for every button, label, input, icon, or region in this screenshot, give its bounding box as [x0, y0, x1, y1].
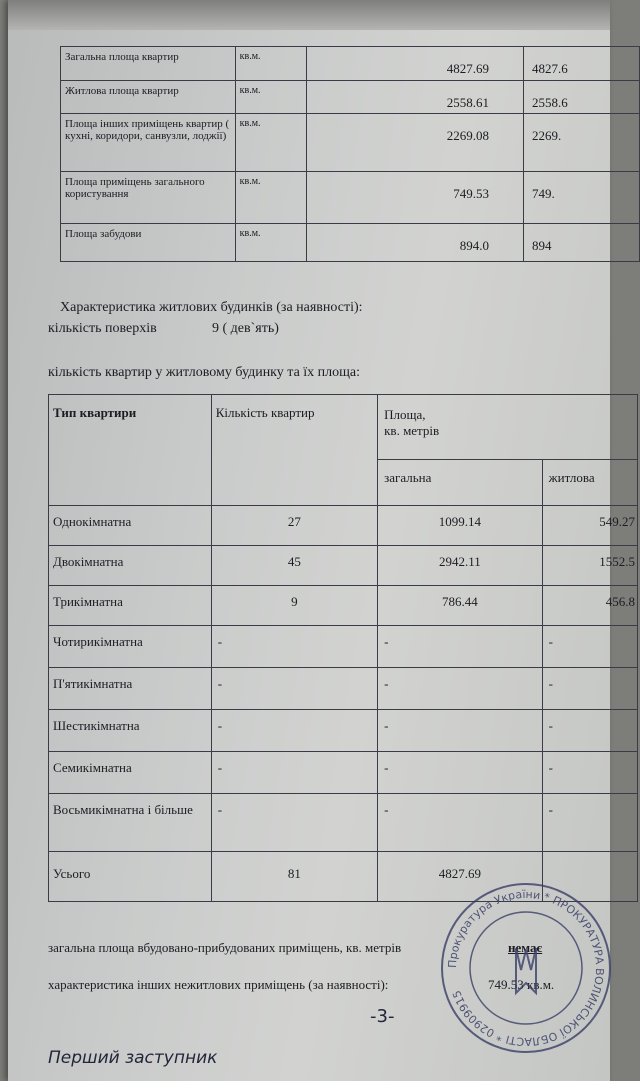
area-summary-table: [60, 46, 640, 262]
apartment-row: [49, 506, 638, 546]
area-row-value: 2269.08: [307, 114, 524, 172]
floors-value: 9 ( дев`ять): [212, 321, 279, 336]
apartment-count: 27: [211, 506, 377, 546]
area-row: [61, 224, 640, 262]
apartment-total-area: 2942.11: [378, 546, 543, 586]
apartment-living-area: -: [542, 626, 637, 668]
apartment-row: [49, 626, 638, 668]
apartment-row: [49, 794, 638, 852]
header-area-unit: кв. метрів: [384, 423, 440, 438]
area-row-unit: кв.м.: [235, 81, 306, 114]
apartment-count: -: [211, 752, 377, 794]
area-row: [61, 81, 640, 114]
apartment-count: -: [211, 794, 377, 852]
area-row: [61, 114, 640, 172]
apartment-total-area: -: [378, 710, 543, 752]
apartment-row: [49, 752, 638, 794]
apartments-table: [48, 394, 638, 902]
apartment-row: [49, 710, 638, 752]
built-in-value: немає: [508, 940, 543, 955]
total-label: Усього: [49, 852, 212, 902]
apartment-living-area: 549.27: [542, 506, 637, 546]
apartment-row: [49, 586, 638, 626]
area-row-value: 749.53: [307, 172, 524, 224]
apartment-row: [49, 546, 638, 586]
area-row-label: Загальна площа квартир: [61, 47, 236, 81]
other-label: характеристика інших нежитлових приміщень (за наявності):: [48, 977, 389, 992]
page-number: -3-: [370, 1006, 395, 1027]
apartment-type: Чотирикімнатна: [49, 626, 212, 668]
apartment-total-area: -: [378, 752, 543, 794]
area-row-value-2: 2558.6: [523, 81, 639, 114]
apartment-total-area: -: [378, 626, 543, 668]
apartment-total-area: -: [378, 668, 543, 710]
apartments-heading: кількість квартир у житловому будинку та їх площа:: [48, 365, 361, 380]
apartment-total-area: -: [378, 794, 543, 852]
apartment-total-area: 1099.14: [378, 506, 543, 546]
area-row-label: Житлова площа квартир: [61, 81, 236, 114]
apartment-living-area: -: [542, 710, 637, 752]
apartment-total-area: 786.44: [378, 586, 543, 626]
area-row-label: Площа інших приміщень квартир ( кухні, коридори, санвузли, лоджії): [61, 114, 236, 172]
built-in-label: загальна площа вбудовано-прибудованих приміщень, кв. метрів: [48, 940, 402, 955]
handwritten-note: Перший заступник: [48, 1048, 218, 1068]
area-row-value: 4827.69: [307, 47, 524, 81]
area-row-value-2: 894: [523, 224, 639, 262]
header-area: [378, 395, 638, 460]
page-shadow: [8, 0, 610, 30]
apartment-living-area: -: [542, 668, 637, 710]
total-area: 4827.69: [378, 852, 543, 902]
apartment-type: Шестикімнатна: [49, 710, 212, 752]
area-row-value: 2558.61: [307, 81, 524, 114]
apartment-living-area: -: [542, 794, 637, 852]
svg-text:Прокуратура України * ПРОКУРАТ: Прокуратура України * ПРОКУРАТУРА ВОЛИНСЬКОЇ ОБЛАСТІ * 02909915: [445, 887, 607, 1049]
area-row: [61, 172, 640, 224]
apartment-count: -: [211, 668, 377, 710]
area-row-label: Площа приміщень загального користування: [61, 172, 236, 224]
area-row-label: Площа забудови: [61, 224, 236, 262]
apartment-living-area: 1552.5: [542, 546, 637, 586]
header-count: Кількість квартир: [211, 395, 377, 506]
area-row-unit: кв.м.: [235, 114, 306, 172]
area-row-value: 894.0: [307, 224, 524, 262]
apartment-count: -: [211, 710, 377, 752]
apartment-count: 9: [211, 586, 377, 626]
apartment-living-area: -: [542, 752, 637, 794]
area-row-unit: кв.м.: [235, 172, 306, 224]
apartment-type: Двокімнатна: [49, 546, 212, 586]
header-total: загальна: [378, 460, 543, 506]
apartment-living-area: 456.8: [542, 586, 637, 626]
area-row-unit: кв.м.: [235, 47, 306, 81]
area-row: [61, 47, 640, 81]
header-area-label: Площа,: [384, 407, 426, 422]
apartment-type: П'ятикімнатна: [49, 668, 212, 710]
area-row-value-2: 749.: [523, 172, 639, 224]
floors-label: кількість поверхів: [48, 321, 157, 336]
area-row-value-2: 2269.: [523, 114, 639, 172]
apartment-type: Однокімнатна: [49, 506, 212, 546]
apartment-row: [49, 668, 638, 710]
apartment-count: -: [211, 626, 377, 668]
apartment-type: Семикімнатна: [49, 752, 212, 794]
official-seal: [436, 878, 616, 1058]
apartment-type: Восьмикімнатна і більше: [49, 794, 212, 852]
apartment-count: 45: [211, 546, 377, 586]
characteristics-heading: Характеристика житлових будинків (за наявності):: [60, 300, 363, 315]
document-page: [8, 0, 635, 1081]
area-row-unit: кв.м.: [235, 224, 306, 262]
header-type: Тип квартири: [49, 395, 212, 506]
total-count: 81: [211, 852, 377, 902]
area-row-value-2: 4827.6: [523, 47, 639, 81]
other-value: 749.53 кв.м.: [488, 977, 555, 992]
apartment-type: Трикімнатна: [49, 586, 212, 626]
header-living: житлова: [542, 460, 637, 506]
